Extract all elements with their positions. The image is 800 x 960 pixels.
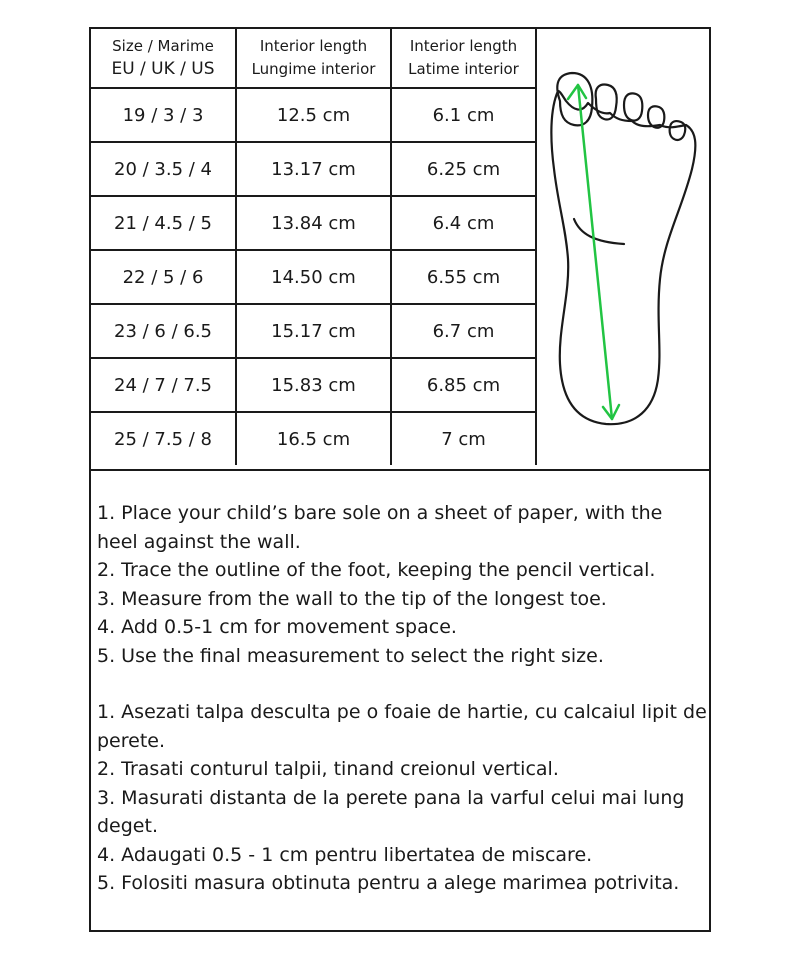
- size-cell: 24 / 7 / 7.5: [91, 358, 236, 412]
- header-line: Interior length: [259, 37, 368, 55]
- table-row: [91, 88, 536, 142]
- size-chart-section: [91, 29, 709, 471]
- header-line: Interior length: [409, 37, 518, 55]
- table-header-row: [91, 29, 536, 88]
- size-cell: 25 / 7.5 / 8: [91, 412, 236, 465]
- header-line: Size / Marime: [112, 37, 214, 55]
- header-line: Lungime interior: [251, 60, 376, 78]
- width-cell: 7 cm: [391, 412, 536, 465]
- header-width: [391, 29, 536, 88]
- instruction-step: 3. Measure from the wall to the tip of the longest toe.: [97, 587, 607, 610]
- table-row: [91, 196, 536, 250]
- size-cell: 20 / 3.5 / 4: [91, 142, 236, 196]
- table-row: [91, 304, 536, 358]
- instruction-step: 1. Asezati talpa desculta pe o foaie de hartie, cu calcaiul lipit de perete.: [97, 701, 707, 752]
- length-cell: 13.17 cm: [236, 142, 391, 196]
- header-size: [91, 29, 236, 88]
- instructions-english: [97, 499, 709, 670]
- header-line: EU / UK / US: [111, 59, 215, 79]
- header-length: [236, 29, 391, 88]
- width-cell: 6.25 cm: [391, 142, 536, 196]
- width-cell: 6.1 cm: [391, 88, 536, 142]
- instruction-step: 4. Add 0.5-1 cm for movement space.: [97, 616, 457, 638]
- instruction-step: 1. Place your child’s bare sole on a sheet of paper, with the heel against the wall.: [97, 502, 663, 553]
- table-row: [91, 358, 536, 412]
- section-gap: [97, 670, 709, 698]
- length-cell: 15.83 cm: [236, 358, 391, 412]
- size-cell: 23 / 6 / 6.5: [91, 304, 236, 358]
- table-row: [91, 142, 536, 196]
- width-cell: 6.85 cm: [391, 358, 536, 412]
- instruction-step: 2. Trace the outline of the foot, keeping the pencil vertical.: [97, 559, 656, 581]
- size-cell: 21 / 4.5 / 5: [91, 196, 236, 250]
- instruction-step: 4. Adaugati 0.5 - 1 cm pentru libertatea de miscare.: [97, 843, 593, 866]
- length-cell: 12.5 cm: [236, 88, 391, 142]
- table-row: [91, 250, 536, 304]
- instruction-step: 5. Use the final measurement to select the right size.: [97, 644, 604, 667]
- length-cell: 15.17 cm: [236, 304, 391, 358]
- width-cell: 6.55 cm: [391, 250, 536, 304]
- header-line: Latime interior: [408, 60, 519, 78]
- length-cell: 14.50 cm: [236, 250, 391, 304]
- size-table: [91, 29, 537, 465]
- width-cell: 6.4 cm: [391, 196, 536, 250]
- instructions: [97, 499, 709, 898]
- size-guide-frame: [89, 27, 711, 932]
- instructions-romanian: [97, 698, 709, 898]
- instruction-step: 3. Masurati distanta de la perete pana la varful celui mai lung deget.: [97, 786, 685, 837]
- width-cell: 6.7 cm: [391, 304, 536, 358]
- instruction-step: 2. Trasati conturul talpii, tinand creionul vertical.: [97, 758, 559, 780]
- length-cell: 16.5 cm: [236, 412, 391, 465]
- length-cell: 13.84 cm: [236, 196, 391, 250]
- size-cell: 22 / 5 / 6: [91, 250, 236, 304]
- instruction-step: 5. Folositi masura obtinuta pentru a alege marimea potrivita.: [97, 872, 680, 894]
- size-cell: 19 / 3 / 3: [91, 88, 236, 142]
- foot-illustration: [536, 29, 709, 467]
- foot-sole-icon: [536, 29, 709, 467]
- table-row: [91, 412, 536, 465]
